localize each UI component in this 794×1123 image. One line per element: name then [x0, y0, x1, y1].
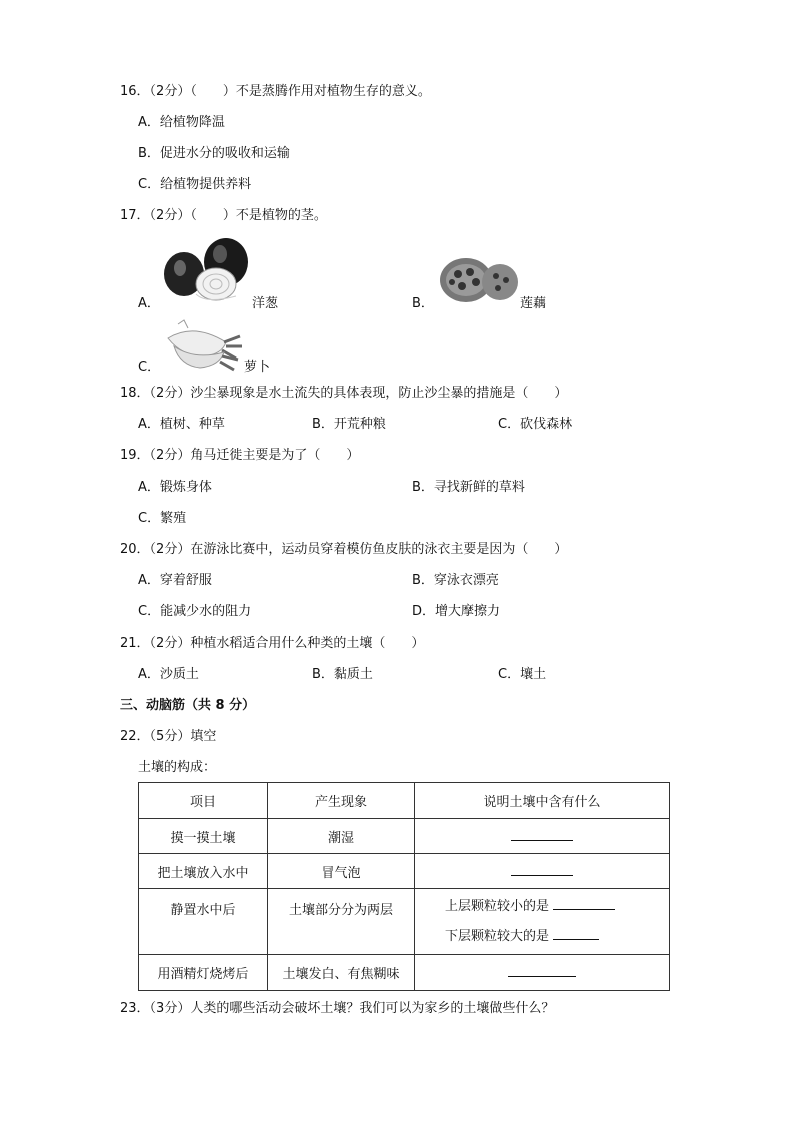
q20-option-d: D．增大摩擦力	[412, 604, 501, 619]
q21-stem: 21．（2分）种植水稻适合用什么种类的土壤（ ）	[120, 636, 425, 651]
table-cell-answer	[415, 955, 670, 991]
q21-option-b: B．黏质土	[312, 667, 373, 682]
lower-layer-line	[445, 922, 669, 952]
lotus-root-image	[436, 254, 520, 306]
answer-blank[interactable]	[511, 863, 573, 876]
q21-option-a: A．沙质土	[138, 667, 199, 682]
q20-option-b: B．穿泳衣漂亮	[412, 573, 499, 588]
q18-option-a: A．植树、种草	[138, 417, 225, 432]
q18-stem: 18．（2分）沙尘暴现象是水土流失的具体表现，防止沙尘暴的措施是（ ）	[120, 386, 568, 401]
q17-option-a-letter: A．	[138, 296, 160, 311]
q19-stem: 19．（2分）角马迁徙主要是为了（ ）	[120, 448, 360, 463]
q18-option-b: B．开荒种粮	[312, 417, 386, 432]
table-cell-item: 用酒精灯烧烤后	[139, 955, 268, 991]
table-header-phenomenon: 产生现象	[268, 783, 415, 819]
q20-option-c: C．能减少水的阻力	[138, 604, 252, 619]
section-3-heading: 三、动脑筋（共 8 分）	[120, 698, 256, 713]
answer-blank[interactable]	[553, 897, 615, 910]
q18-option-c: C．砍伐森林	[498, 417, 573, 432]
answer-blank[interactable]	[553, 927, 599, 940]
table-header-meaning: 说明土壤中含有什么	[415, 783, 670, 819]
table-header-item: 项目	[139, 783, 268, 819]
q16-option-c: C．给植物提供养料	[138, 177, 252, 192]
q17-option-b-name: 莲藕	[520, 296, 547, 311]
soil-composition-table	[138, 782, 670, 991]
q19-option-c: C．繁殖	[138, 511, 187, 526]
table-row	[139, 955, 670, 991]
table-row	[139, 819, 670, 854]
q16-stem: 16．（2分）（ ）不是蒸腾作用对植物生存的意义。	[120, 84, 431, 99]
q22-caption: 土壤的构成：	[138, 760, 217, 775]
table-cell-phenomenon: 土壤部分分为两层	[268, 889, 415, 955]
radish-image	[164, 316, 244, 372]
table-row	[139, 854, 670, 889]
q21-option-c: C．壤土	[498, 667, 547, 682]
table-header-row	[139, 783, 670, 819]
table-cell-answer	[415, 854, 670, 889]
table-cell-answer	[415, 889, 670, 955]
q17-option-a-name: 洋葱	[252, 296, 279, 311]
q17-option-c-letter: C．	[138, 360, 161, 375]
q17-option-b-letter: B．	[412, 296, 434, 311]
q22-stem: 22．（5分）填空	[120, 729, 217, 744]
q19-option-a: A．锻炼身体	[138, 480, 212, 495]
q23-stem: 23．（3分）人类的哪些活动会破坏土壤？我们可以为家乡的土壤做些什么？	[120, 1001, 555, 1016]
answer-blank[interactable]	[511, 828, 573, 841]
q20-stem: 20．（2分）在游泳比赛中，运动员穿着模仿鱼皮肤的泳衣主要是因为（ ）	[120, 542, 568, 557]
table-cell-phenomenon: 冒气泡	[268, 854, 415, 889]
q17-option-c-name: 萝卜	[244, 360, 271, 375]
upper-layer-line	[445, 892, 669, 922]
table-cell-phenomenon: 潮湿	[268, 819, 415, 854]
answer-blank[interactable]	[508, 964, 576, 977]
table-cell-item: 把土壤放入水中	[139, 854, 268, 889]
q16-option-b: B．促进水分的吸收和运输	[138, 146, 290, 161]
table-cell-answer	[415, 819, 670, 854]
lower-layer-label: 下层颗粒较大的是	[445, 928, 550, 944]
q20-option-a: A．穿着舒服	[138, 573, 212, 588]
upper-layer-label: 上层颗粒较小的是	[445, 898, 550, 914]
q19-option-b: B．寻找新鲜的草料	[412, 480, 525, 495]
table-row	[139, 889, 670, 955]
table-cell-item: 摸一摸土壤	[139, 819, 268, 854]
table-cell-item: 静置水中后	[139, 889, 268, 955]
table-cell-phenomenon: 土壤发白、有焦糊味	[268, 955, 415, 991]
q17-stem: 17．（2分）（ ）不是植物的茎。	[120, 208, 327, 223]
onion-image	[160, 234, 252, 306]
q16-option-a: A．给植物降温	[138, 115, 225, 130]
